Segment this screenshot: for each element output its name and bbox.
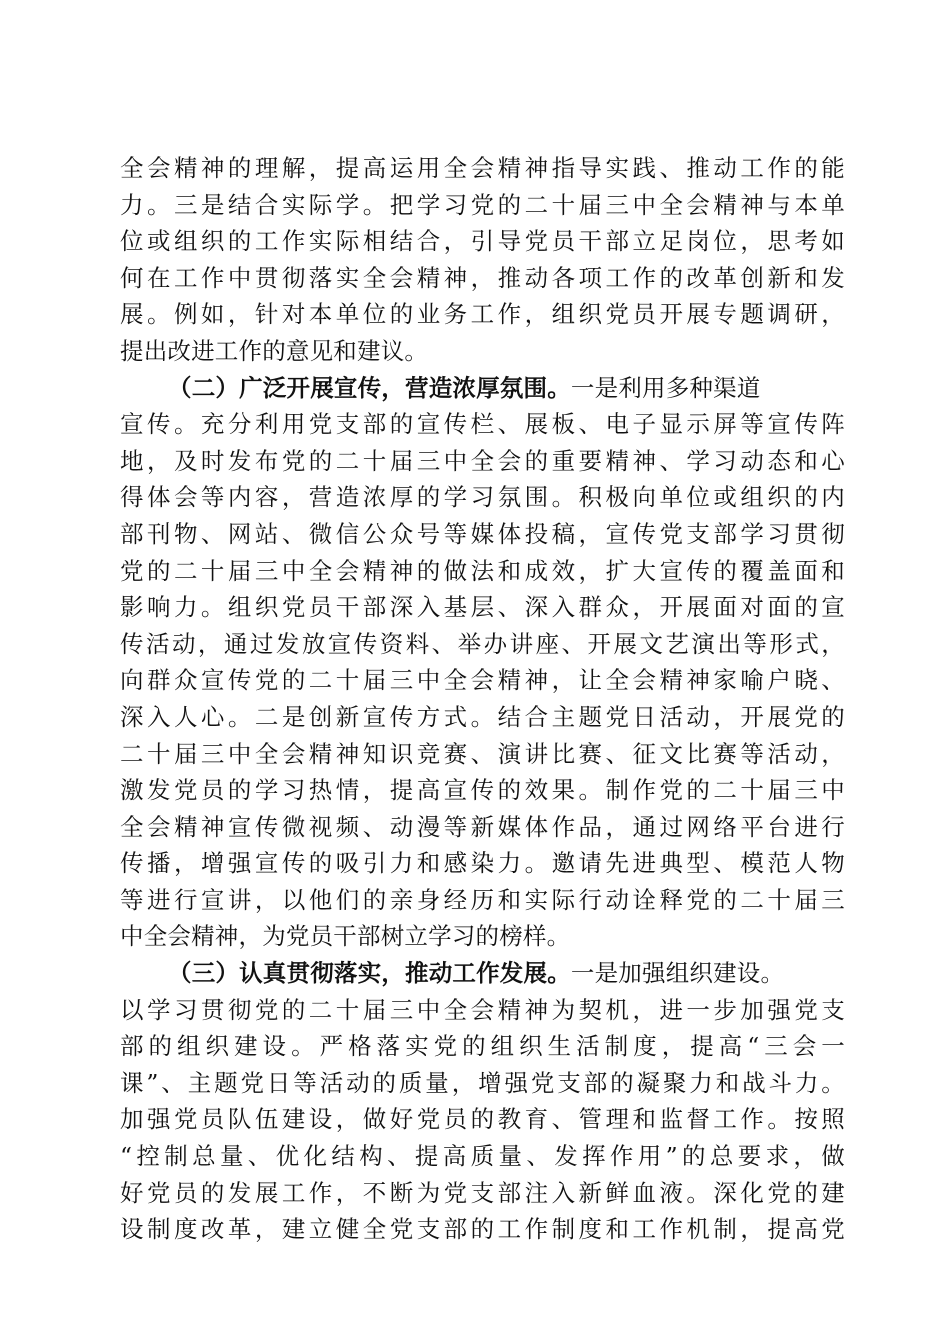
body-line: “控制总量、优化结构、提高质量、发挥作用”的总要求，做 — [120, 1142, 845, 1171]
body-line: 以学习贯彻党的二十届三中全会精神为契机，进一步加强党支 — [120, 995, 845, 1024]
body-line: 影响力。组织党员干部深入基层、深入群众，开展面对面的宣 — [120, 593, 845, 622]
body-line: 等进行宣讲，以他们的亲身经历和实际行动诠释党的二十届三 — [120, 885, 845, 914]
section-3-first-line — [120, 955, 845, 992]
body-line: 传活动，通过发放宣传资料、举办讲座、开展文艺演出等形式， — [120, 629, 845, 658]
section-2-first-line — [120, 370, 845, 407]
body-line: 设制度改革，建立健全党支部的工作制度和工作机制，提高党 — [120, 1215, 845, 1244]
section-3-first-line-text: 一是加强组织建设。 — [570, 959, 785, 988]
body-line: 全会精神宣传微视频、动漫等新媒体作品，通过网络平台进行 — [120, 812, 845, 841]
body-line: 深入人心。二是创新宣传方式。结合主题党日活动，开展党的 — [120, 702, 845, 731]
body-line: 部的组织建设。严格落实党的组织生活制度，提高“三会一 — [120, 1032, 845, 1061]
body-line: 部刊物、网站、微信公众号等媒体投稿，宣传党支部学习贯彻 — [120, 519, 845, 548]
body-line: 得体会等内容，营造浓厚的学习氛围。积极向单位或组织的内 — [120, 483, 845, 512]
body-line: 课”、主题党日等活动的质量，增强党支部的凝聚力和战斗力。 — [120, 1068, 845, 1097]
body-line: 向群众宣传党的二十届三中全会精神，让全会精神家喻户晓、 — [120, 666, 845, 695]
section-3-heading: （三）认真贯彻落实，推动工作发展。 — [168, 959, 571, 988]
section-2-heading: （二）广泛开展宣传，营造浓厚氛围。 — [168, 373, 571, 402]
body-line: 力。三是结合实际学。把学习党的二十届三中全会精神与本单 — [120, 190, 845, 219]
document-body — [120, 150, 845, 1248]
body-line: 宣传。充分利用党支部的宣传栏、展板、电子显示屏等宣传阵 — [120, 410, 845, 439]
body-line: 好党员的发展工作，不断为党支部注入新鲜血液。深化党的建 — [120, 1178, 845, 1207]
body-line: 全会精神的理解，提高运用全会精神指导实践、推动工作的能 — [120, 154, 845, 182]
body-line: 二十届三中全会精神知识竞赛、演讲比赛、征文比赛等活动， — [120, 739, 845, 768]
body-line: 展。例如，针对本单位的业务工作，组织党员开展专题调研， — [120, 300, 845, 329]
body-line: 加强党员队伍建设，做好党员的教育、管理和监督工作。按照 — [120, 1105, 845, 1134]
body-line: 中全会精神，为党员干部树立学习的榜样。 — [120, 922, 571, 951]
section-2-first-line-text: 一是利用多种渠道 — [570, 373, 761, 402]
body-line: 地，及时发布党的二十届三中全会的重要精神、学习动态和心 — [120, 446, 845, 475]
body-line: 提出改进工作的意见和建议。 — [120, 336, 429, 365]
body-line: 何在工作中贯彻落实全会精神，推动各项工作的改革创新和发 — [120, 263, 845, 292]
body-line: 位或组织的工作实际相结合，引导党员干部立足岗位，思考如 — [120, 227, 845, 256]
body-line: 激发党员的学习热情，提高宣传的效果。制作党的二十届三中 — [120, 776, 845, 805]
body-line: 传播，增强宣传的吸引力和感染力。邀请先进典型、模范人物 — [120, 849, 845, 878]
body-line: 党的二十届三中全会精神的做法和成效，扩大宣传的覆盖面和 — [120, 556, 845, 585]
